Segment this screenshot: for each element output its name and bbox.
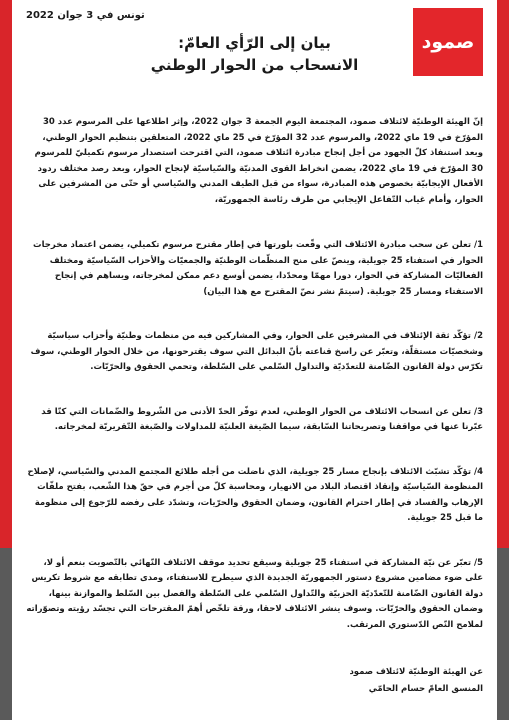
left-accent-bar-red [0, 0, 12, 548]
left-accent-bar-gray [0, 548, 12, 720]
point-5: 5/ تعبّر عن نيّة المشاركة في استفتاء 25 جويلية وسيقع تحديد موقف الائتلاف النّهائي بالتّصويت بنعم أو لا، على ضوء مضامين مشروع دستور الجمهوريّة الجديدة الذي سيطرح للاستفتاء، ومدى تطابقه مع شروط تكريس دولة القانون الضّامنة للتّعدّديّة الحزبيّة والتّداول السّلمي على السّلطة والفصل بين السّلط والموازنة بينها، وضمان الحقوق والحرّيّات. وسوف ينشر الائتلاف لاحقا، ورقة تلخّص أهمّ المقترحات التي تجسّد رؤيته وتصوّراته لملامح النّص الدّستوري المرتقب. [26, 557, 483, 630]
statement-body [24, 115, 483, 662]
document-date: تونس في 3 جوان 2022 [26, 10, 145, 21]
document-title [110, 32, 399, 76]
signature-line-2: المنسق العامّ حسام الحامّي [368, 684, 483, 694]
intro-paragraph: إنّ الهيئة الوطنيّة لائتلاف صمود، المجتمعة اليوم الجمعة 3 جوان 2022، وإثر اطلاعها على المرسوم عدد 30 المؤرّخ في 19 ماي 2022، والمرسوم عدد 32 المؤرّخ في 25 ماي 2022، المتعلقين بتنظيم الحوار الوطني، وبعد استنفاذ كلّ الجهود من أجل إنجاح مبادرة ائتلاف صمود، التي اقترحت استصدار مرسوم تكميليّ للمرسوم 30 المؤرّخ في 19 ماي 2022، يضمن انخراط القوى المدنيّة والسّياسيّة لإنجاح الحوار، وبعد رصد مختلف ردود الأفعال الإيجابيّة بخصوص هذه المبادرة، سواء من قبل الطيف المدني والسّياسي أو حتّى من المشرفين على الحوار، وأمام غياب التّفاعل الإيجابي من طرف رئاسة الجمهوريّة، [34, 117, 483, 205]
point-4: 4/ تؤكّد تشبّث الائتلاف بإنجاح مسار 25 جويلية، الذي ناضلت من أجله طلائع المجتمع المدني والسّياسي، لإصلاح المنظومة السّياسيّة وإنقاذ اقتصاد البلاد من الانهيار، ومحاسبة كلّ من أجرم في حقّ هذا الشّعب، بفتح ملفّات الإرهاب والفساد في إطار احترام القانون، وضمان الحقوق والحرّيات، وتشدّد على رفضه للرّجوع إلى منظومة ما قبل 25 جويلية. [27, 466, 483, 523]
right-accent-bar-gray [497, 548, 509, 720]
brand-logo-text: صمود [421, 31, 475, 53]
signature-line-1: عن الهيئة الوطنيّة لائتلاف صمود [349, 667, 483, 677]
title-line-2: الانسحاب من الحوار الوطني [150, 56, 359, 74]
right-accent-bar-red [497, 0, 509, 548]
point-1: 1/ تعلن عن سحب مبادرة الائتلاف التي وقّعت بلورتها في إطار مقترح مرسوم تكميلي، يضمن اعتماد مخرجات الحوار في استفتاء 25 جويلية، وينصّ على منح المنظّمات الوطنيّة والجمعيّات والأحزاب السّياسيّة ومختلف الفعاليّات المشاركة في الحوار، دورا مهمّا ومحدّدا، يضمن أوسع دعم ممكن لمخرجاته، ويساهم في إنجاح الاستفتاء ومسار 25 جويلية. (سيتمّ نشر نصّ المقترح مع هذا البيان) [33, 240, 483, 297]
title-line-1: بيان إلى الرّأي العامّ: [178, 34, 331, 52]
point-2: 2/ تؤكّد ثقة الإئتلاف في المشرفين على الحوار، وفي المشاركين فيه من منظمات وطنيّة وأحزاب سياسيّة وشخصيّات مستقلّة، وتعبّر عن راسخ قناعته بأنّ البدائل التي سوف يقترحونها، من خلال الحوار الوطني، سوف تكرّس دولة القانون الضّامنة للتعدّديّة والتداول السّلمي على السّلطة، وتحمي الحقوق والحرّيّات. [30, 331, 483, 372]
signature-block [349, 664, 483, 698]
brand-logo [413, 8, 483, 76]
point-3: 3/ تعلن عن انسحاب الائتلاف من الحوار الوطني، لعدم توفّر الحدّ الأدنى من الشّروط والضّمانات التي كنّا قد عبّرنا عنها في مواقفنا وتصريحاتنا السّابقة، سيما الصّيغة العلنيّة للمداولات والصّبغة التّقريريّة لمخرجاته. [41, 406, 483, 432]
